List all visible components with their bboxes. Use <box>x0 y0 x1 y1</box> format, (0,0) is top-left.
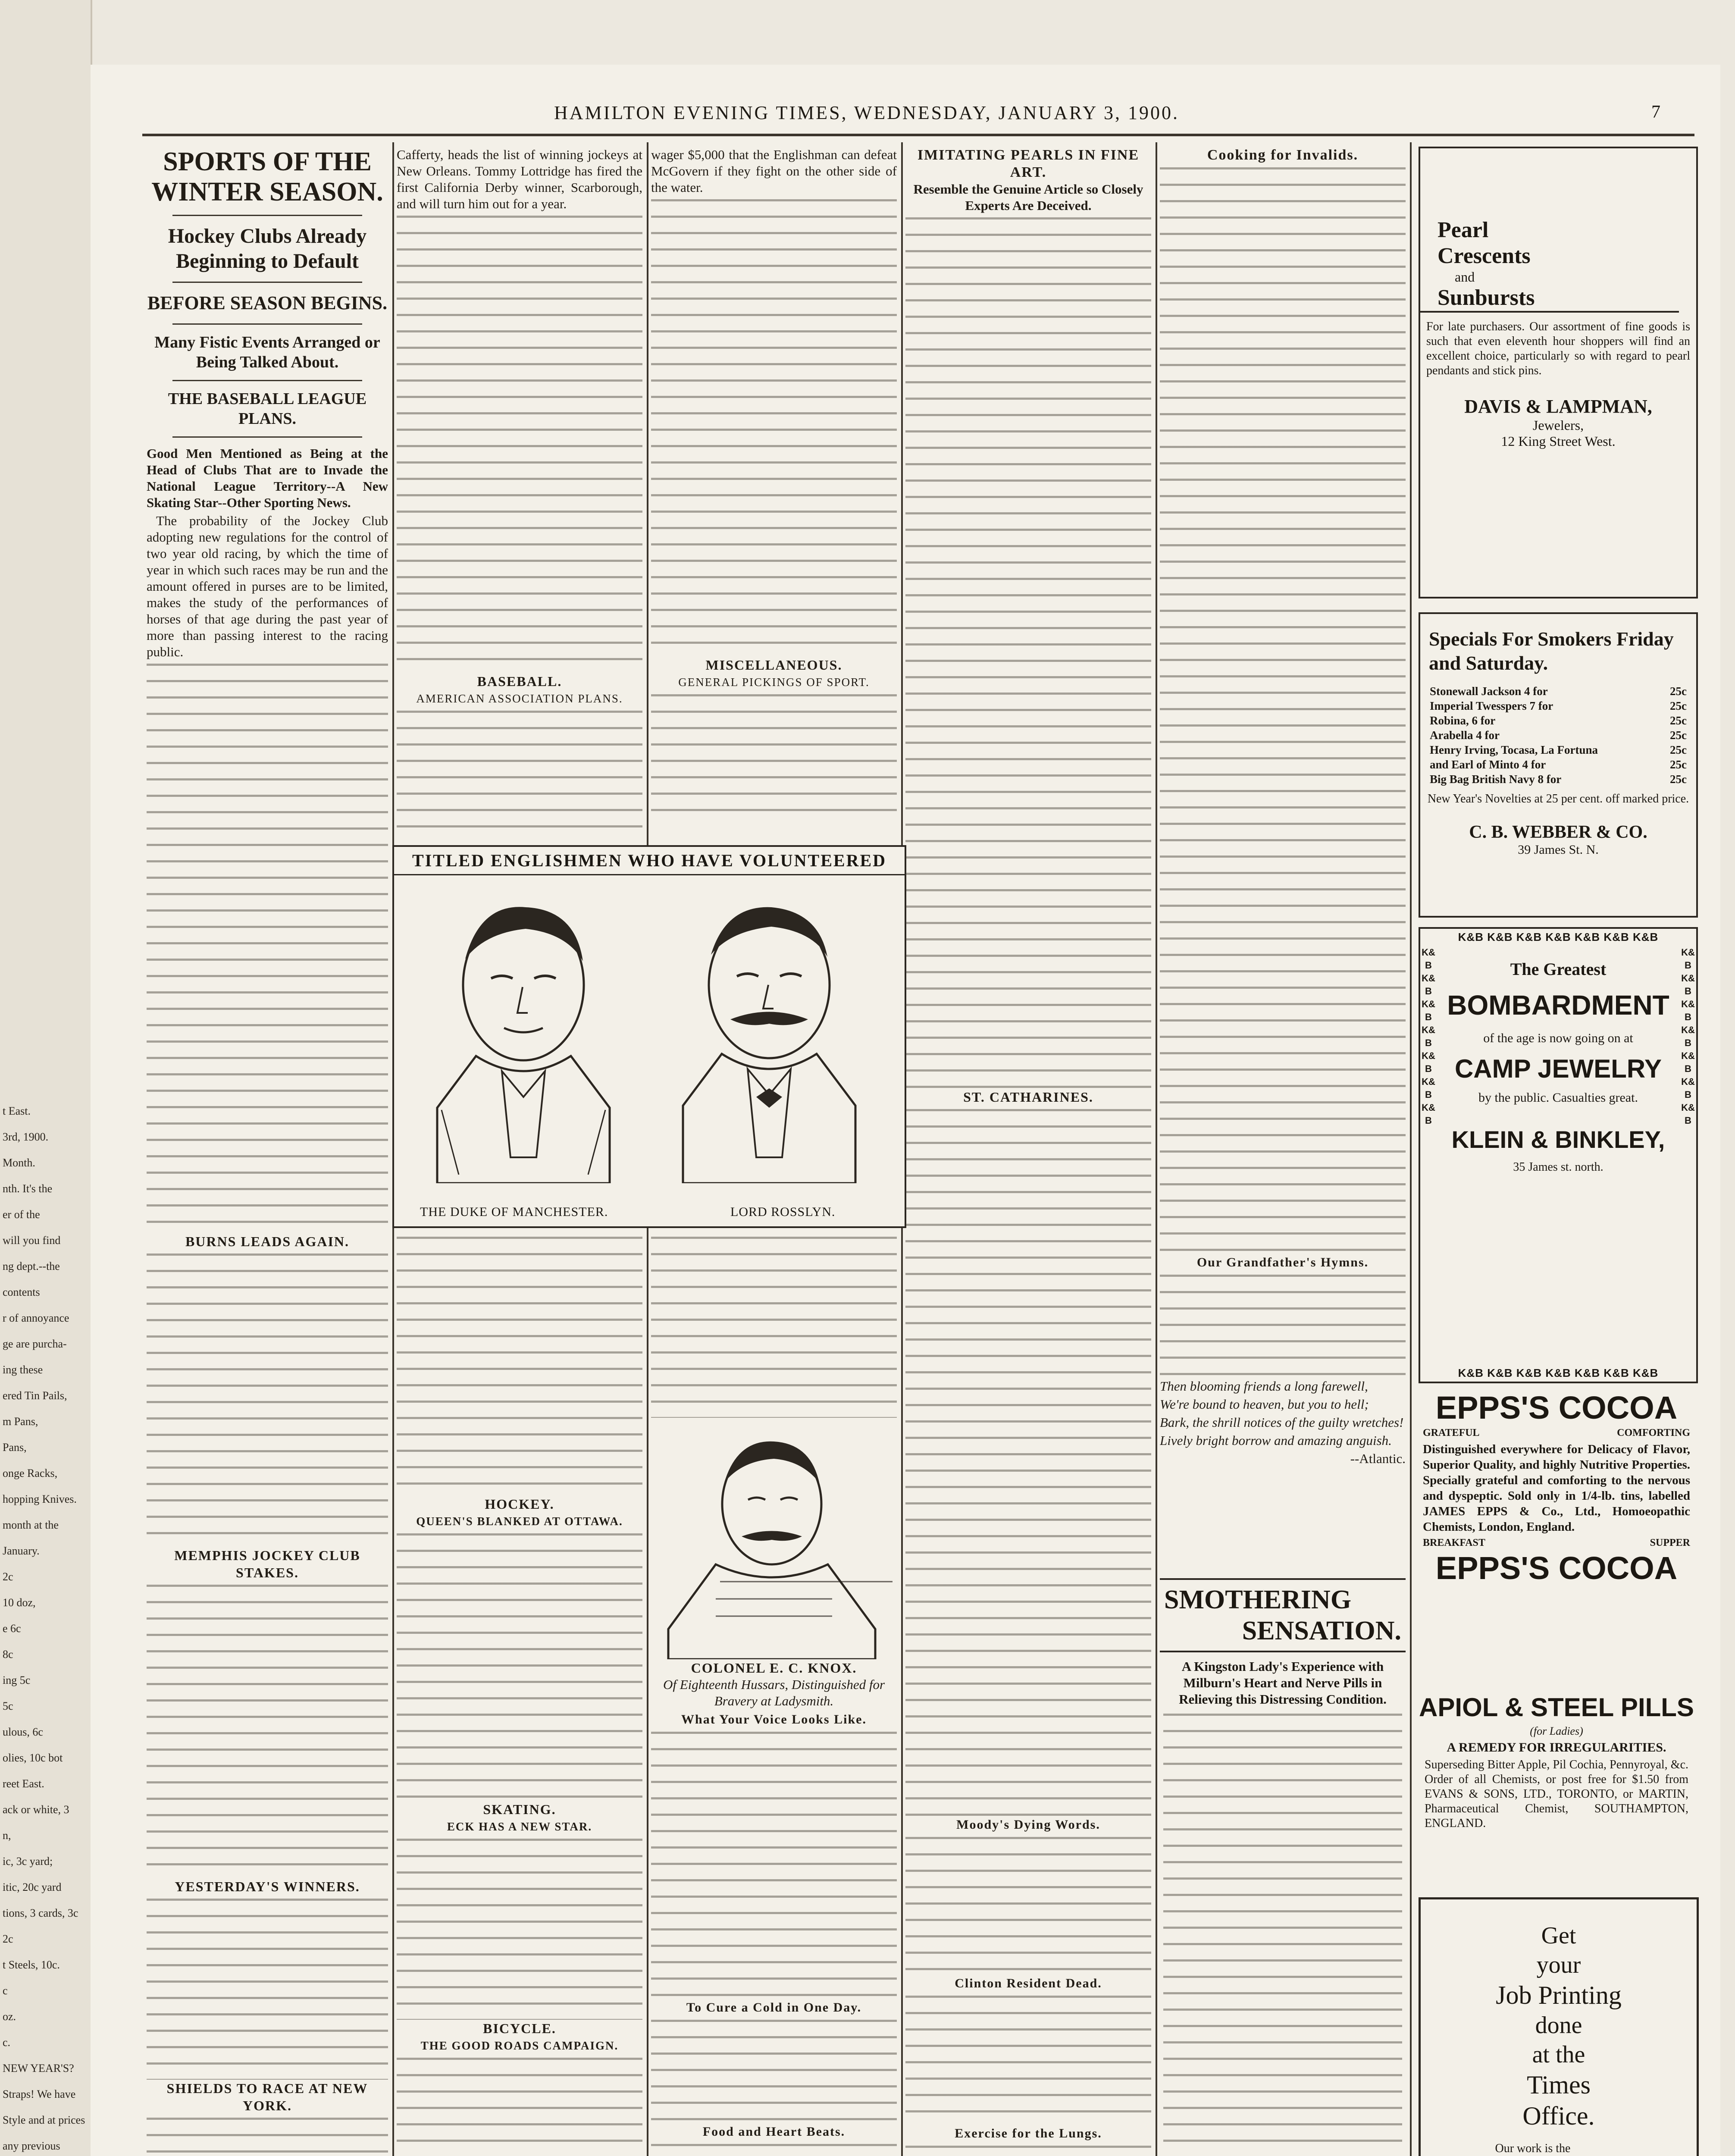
left-edge-fragment: tions, 3 cards, 3c <box>3 1907 78 1919</box>
left-edge-fragment: will you find <box>3 1234 61 1247</box>
ad-epps-cocoa <box>1419 1388 1694 1682</box>
subhead-skating: SKATING. <box>483 1802 556 1817</box>
subhead-american-association: AMERICAN ASSOCIATION PLANS. <box>416 692 623 705</box>
headline-sports: SPORTS OF THE WINTER SEASON. <box>151 147 383 207</box>
left-edge-fragment: ge are purcha- <box>3 1338 67 1350</box>
racing-lead: Cafferty, heads the list of winning jockeys at New Orleans. Tommy Lottridge has fired the first California Derby winner, Scarborough, and will turn him out for a year. <box>397 147 642 211</box>
subhead-hockey-2: HOCKEY. <box>485 1496 554 1512</box>
subhead-fistic: Many Fistic Events Arranged or Being Talked About. <box>154 333 380 371</box>
ad-smokers-head: Specials For Smokers Friday and Saturday. <box>1429 628 1674 674</box>
masthead: HAMILTON EVENING TIMES, WEDNESDAY, JANUARY 3, 1900. <box>554 102 1179 123</box>
subhead-general-pickings: GENERAL PICKINGS OF SPORT. <box>678 676 870 689</box>
subhead-st-catharines: ST. CATHARINES. <box>963 1089 1093 1105</box>
ad-print-l2: your <box>1536 1952 1581 1978</box>
subhead-baseball-2: BASEBALL. <box>477 674 562 689</box>
left-edge-fragment: ng dept.--the <box>3 1260 60 1272</box>
ad-epps-name: EPPS'S COCOA <box>1435 1390 1678 1426</box>
column-ring <box>651 147 897 837</box>
subhead-before-season: BEFORE SEASON BEGINS. <box>147 292 388 313</box>
left-edge-fragment: n, <box>3 1829 11 1842</box>
ad-pearl-address: 12 King Street West. <box>1501 433 1616 449</box>
subhead-good-roads: THE GOOD ROADS CAMPAIGN. <box>420 2039 619 2052</box>
left-edge-fragment: Month. <box>3 1156 35 1169</box>
ad-smokers-address: 39 James St. N. <box>1518 843 1599 857</box>
ad-print-l3: Job Printing <box>1496 1981 1622 2009</box>
subhead-hockey: Hockey Clubs Already Beginning to Default <box>168 225 367 273</box>
ad-print-l5: at the <box>1532 2041 1585 2068</box>
ad-pearl-line2: Crescents <box>1437 244 1531 268</box>
left-edge-fragment: ic, 3c yard; <box>3 1855 53 1868</box>
subhead-miscellaneous: MISCELLANEOUS. <box>705 657 842 673</box>
column-pearls <box>905 147 1151 2156</box>
caption-knox-sub: Of Eighteenth Hussars, Distinguished for Bravery at Ladysmith. <box>663 1677 885 1708</box>
ad-smothering-sensation <box>1160 1578 1406 2156</box>
ad-kb-l1: The Greatest <box>1510 959 1607 979</box>
left-edge-fragment: 2c <box>3 1933 13 1945</box>
ad-smokers-item <box>1420 699 1696 713</box>
verse-line: Then blooming friends a long farewell, <box>1160 1379 1368 1394</box>
left-edge-fragment: Pans, <box>3 1441 27 1454</box>
ad-smokers-item-price: 25c <box>1670 743 1687 756</box>
left-edge-fragment: ing 5c <box>3 1674 31 1686</box>
ad-kb-border-right: K&B K&B K&B K&B K&B K&B K&B <box>1681 947 1695 1126</box>
ad-kb-border-top: K&B K&B K&B K&B K&B K&B K&B <box>1458 931 1659 943</box>
verse-attribution: --Atlantic. <box>1350 1451 1406 1466</box>
left-edge-fragment: hopping Knives. <box>3 1493 77 1505</box>
ad-epps-body: Distinguished everywhere for Delicacy of Flavor, Superior Quality, and highly Nutritive Properties. Specially grateful and comforting to the nervous and dyspeptic. Sold only in 1/4-lb. tins, labelled JAMES EPPS & Co., Ltd., Homoeopathic Chemists, London, England. <box>1423 1442 1690 1534</box>
left-edge-fragment: 10 doz, <box>3 1596 36 1609</box>
masthead-rule <box>142 134 1694 136</box>
deck-sports: Good Men Mentioned as Being at the Head of Clubs That are to Invade the National League Territory--A New Skating Star--Other Sporting News. <box>147 446 388 510</box>
column-rule <box>1156 142 1157 2156</box>
ad-smokers-list <box>1420 684 1696 787</box>
ad-apiol-pills <box>1419 1690 1694 1889</box>
ad-kb-l6: KLEIN & BINKLEY, <box>1451 1126 1665 1153</box>
ad-smokers-item-name: Robina, 6 for <box>1430 714 1496 727</box>
ad-pearl-line4: Sunbursts <box>1420 285 1679 313</box>
ad-smokers-item <box>1420 713 1696 728</box>
ad-smokers-item-name: Big Bag British Navy 8 for <box>1430 773 1562 786</box>
portrait-lord-rosslyn <box>653 886 886 1183</box>
ad-smokers-item-price: 25c <box>1670 729 1687 742</box>
ad-apiol-sub: A REMEDY FOR IRREGULARITIES. <box>1447 1740 1666 1755</box>
ad-smokers-item <box>1420 728 1696 743</box>
ad-smokers-item-price: 25c <box>1670 758 1687 771</box>
ad-pearl-name: DAVIS & LAMPMAN, <box>1464 396 1652 417</box>
ad-epps-breakfast: BREAKFAST <box>1423 1537 1485 1548</box>
subhead-memphis: MEMPHIS JOCKEY CLUB STAKES. <box>174 1548 360 1580</box>
left-edge-fragment: contents <box>3 1286 40 1298</box>
ad-smokers-item <box>1420 684 1696 699</box>
ad-epps-supper: SUPPER <box>1650 1537 1690 1548</box>
column-rule <box>1410 142 1412 2156</box>
ad-epps-name-2: EPPS'S COCOA <box>1435 1550 1678 1586</box>
left-edge-fragment: itic, 20c yard <box>3 1881 62 1893</box>
ad-print-l1: Get <box>1541 1922 1576 1949</box>
column-racing <box>397 147 642 837</box>
ad-smokers-item-name: Henry Irving, Tocasa, La Fortuna <box>1430 743 1598 756</box>
headline-cooking: Cooking for Invalids. <box>1207 147 1359 163</box>
left-edge-fragment: 5c <box>3 1700 13 1712</box>
caption-rosslyn: LORD ROSSLYN. <box>730 1205 836 1219</box>
verse-line: Bark, the shrill notices of the guilty wretches! <box>1160 1415 1404 1430</box>
deck-pearls: Resemble the Genuine Article so Closely Experts Are Deceived. <box>913 182 1143 213</box>
ad-smothering-h2: SENSATION. <box>1242 1616 1401 1645</box>
ad-epps-grateful: GRATEFUL <box>1423 1427 1480 1438</box>
left-edge-fragment: oz. <box>3 2010 16 2023</box>
column-sports <box>147 147 388 2156</box>
ad-smokers-item-price: 25c <box>1670 685 1687 698</box>
ad-smokers-name: C. B. WEBBER & CO. <box>1469 822 1647 842</box>
left-edge-fragment: r of annoyance <box>3 1312 69 1324</box>
ad-apiol-body: Superseding Bitter Apple, Pil Cochia, Pennyroyal, &c. Order of all Chemists, or post free for $1.50 from EVANS & SONS, LTD., TORONTO, or MARTIN, Pharmaceutical Chemist, SOUTHAMPTON, ENGLAND. <box>1425 1758 1688 1830</box>
left-edge-fragment: olies, 10c bot <box>3 1752 63 1764</box>
ad-webber-smokers <box>1419 612 1698 918</box>
caption-knox: COLONEL E. C. KNOX. <box>691 1660 857 1676</box>
subhead-clinton: Clinton Resident Dead. <box>955 1976 1102 1990</box>
left-edge-fragment: t East. <box>3 1105 31 1117</box>
ad-pearl-line1: Pearl <box>1437 218 1489 242</box>
ad-kb-l2: BOMBARDMENT <box>1447 990 1669 1021</box>
left-edge-fragment: any previous <box>3 2140 60 2152</box>
ad-smokers-item-name: Imperial Twesspers 7 for <box>1430 699 1553 712</box>
verse-line: We're bound to heaven, but you to hell; <box>1160 1397 1369 1412</box>
ad-epps-comforting: COMFORTING <box>1617 1427 1690 1438</box>
subhead-queens: QUEEN'S BLANKED AT OTTAWA. <box>416 1515 623 1528</box>
ad-kb-l5: by the public. Casualties great. <box>1478 1091 1638 1105</box>
left-edge-fragment: January. <box>3 1545 40 1557</box>
ad-apiol-tag: (for Ladies) <box>1530 1725 1583 1737</box>
portrait-colonel-knox <box>651 1418 893 1659</box>
left-edge-fragment: ing these <box>3 1363 43 1376</box>
ad-pearl-line3: and <box>1455 269 1475 285</box>
ad-kb-l3: of the age is now going on at <box>1483 1031 1633 1045</box>
left-edge-fragment: 8c <box>3 1648 13 1661</box>
left-edge-fragment: reet East. <box>3 1777 44 1790</box>
ad-smothering-deck: A Kingston Lady's Experience with Milburn's Heart and Nerve Pills in Relieving this Distressing Condition. <box>1179 1659 1387 1707</box>
subhead-lungs: Exercise for the Lungs. <box>955 2126 1102 2140</box>
ad-job-printing <box>1419 1897 1699 2156</box>
subhead-bicycle: BICYCLE. <box>483 2021 556 2036</box>
headline-pearls: IMITATING PEARLS IN FINE ART. <box>917 147 1140 180</box>
ad-pearl-trade: Jewelers, <box>1532 417 1584 433</box>
left-edge-fragment: nth. It's the <box>3 1182 53 1195</box>
ad-kb-border-bottom: K&B K&B K&B K&B K&B K&B K&B <box>1458 1366 1659 1379</box>
subhead-eck: ECK HAS A NEW STAR. <box>447 1820 592 1833</box>
ad-kb-l4: CAMP JEWELRY <box>1454 1054 1662 1083</box>
left-edge-fragment: e 6c <box>3 1622 21 1635</box>
left-edge-fragment: c. <box>3 2036 11 2049</box>
ad-smokers-note: New Year's Novelties at 25 per cent. off marked price. <box>1427 792 1689 805</box>
page-number: 7 <box>1651 102 1660 122</box>
ad-smokers-item-price: 25c <box>1670 699 1687 712</box>
left-edge-fragment: onge Racks, <box>3 1467 58 1479</box>
ad-kb-l7: 35 James st. north. <box>1513 1160 1603 1174</box>
ad-smokers-item-name: Arabella 4 for <box>1430 729 1500 742</box>
ad-apiol-name: APIOL & STEEL PILLS <box>1419 1693 1694 1722</box>
left-edge-fragment: m Pans, <box>3 1415 38 1428</box>
ad-smokers-item-price: 25c <box>1670 714 1687 727</box>
left-edge-fragment: Style and at prices <box>3 2114 85 2126</box>
subhead-cold: To Cure a Cold in One Day. <box>686 2000 862 2015</box>
caption-duke: THE DUKE OF MANCHESTER. <box>420 1205 608 1219</box>
portrait-duke-of-manchester <box>411 886 636 1183</box>
ad-smothering-h1: SMOTHERING <box>1164 1585 1352 1614</box>
ad-klein-binkley <box>1419 927 1698 1383</box>
ring-lead: wager $5,000 that the Englishman can defeat McGovern if they fight on the other side of the water. <box>651 147 897 195</box>
left-edge-fragment: c <box>3 1984 8 1997</box>
ad-smokers-item <box>1420 772 1696 787</box>
ad-kb-border-left: K&B K&B K&B K&B K&B K&B K&B <box>1422 947 1435 1126</box>
subhead-voice: What Your Voice Looks Like. <box>681 1712 867 1727</box>
left-edge-fragment: ulous, 6c <box>3 1726 43 1738</box>
illustration-titled-englishmen <box>392 845 906 1228</box>
subhead-heart-beats: Food and Heart Beats. <box>702 2125 846 2139</box>
ad-smokers-item-price: 25c <box>1670 773 1687 786</box>
ad-davis-lampman <box>1419 147 1698 599</box>
subhead-hymns: Our Grandfather's Hymns. <box>1196 1255 1369 1269</box>
left-edge-fragment: Straps! We have <box>3 2088 76 2100</box>
ad-print-l8: Our work is the <box>1495 2142 1571 2155</box>
subhead-winners: YESTERDAY'S WINNERS. <box>175 1879 360 1894</box>
left-edge-fragment: t Steels, 10c. <box>3 1959 60 1971</box>
left-edge-fragment: 2c <box>3 1570 13 1583</box>
left-edge-fragment: er of the <box>3 1208 40 1221</box>
column-sports-lower <box>397 1233 642 2156</box>
left-edge-fragment: 3rd, 1900. <box>3 1131 49 1143</box>
left-edge-fragment: ack or white, 3 <box>3 1803 69 1816</box>
subhead-moody: Moody's Dying Words. <box>956 1818 1100 1832</box>
subhead-baseball: THE BASEBALL LEAGUE PLANS. <box>168 390 367 428</box>
ad-print-l7: Office. <box>1522 2102 1595 2130</box>
ad-print-l4: done <box>1535 2012 1582 2039</box>
ad-pearl-body: For late purchasers. Our assortment of fine goods is such that even eleventh hour shoppers will find an excellent choice, particularly so with regard to pearl pendants and stick pins. <box>1426 320 1690 377</box>
ad-smokers-item <box>1420 757 1696 772</box>
ad-smokers-item-name: and Earl of Minto 4 for <box>1430 758 1546 771</box>
ad-smokers-item-name: Stonewall Jackson 4 for <box>1430 685 1548 698</box>
illustration-title: TITLED ENGLISHMEN WHO HAVE VOLUNTEERED <box>394 847 905 875</box>
ad-print-l6: Times <box>1527 2071 1591 2099</box>
column-cooking <box>1160 147 1406 1570</box>
left-edge-fragment: month at the <box>3 1519 59 1531</box>
subhead-burns: BURNS LEADS AGAIN. <box>185 1234 350 1249</box>
subhead-shields: SHIELDS TO RACE AT NEW YORK. <box>166 2081 368 2113</box>
left-edge-fragment: ered Tin Pails, <box>3 1389 67 1402</box>
lead-paragraph: The probability of the Jockey Club adopting new regulations for the control of two year old racing, by which the time of year in which such races may be run and the amount offered in purses are to be limited, makes the study of the performances of horses of that age during the past year of more than passing interest to the racing public. <box>147 513 388 659</box>
ad-smokers-item <box>1420 743 1696 757</box>
left-edge-fragment: NEW YEAR'S? <box>3 2062 74 2075</box>
left-edge-strip <box>0 0 92 2156</box>
column-voice <box>651 1233 897 2156</box>
verse-line: Lively bright borrow and amazing anguish. <box>1160 1433 1392 1448</box>
